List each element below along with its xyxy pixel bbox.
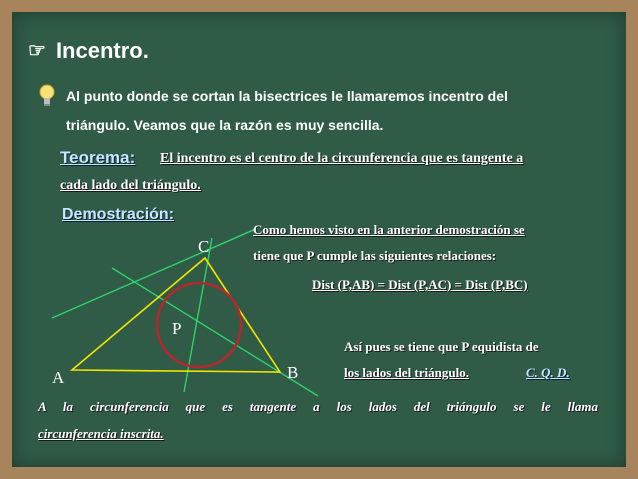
bisector-from-a: [52, 228, 258, 318]
vertex-c-label: C: [198, 237, 210, 256]
conclusion-line-2: circunferencia inscrita.: [38, 426, 164, 441]
incenter-p-label: P: [172, 319, 182, 338]
teorema-line-1: El incentro es el centro de la circunferencia que es tangente a: [160, 151, 524, 166]
como-line-2: tiene que P cumple las siguientes relaciones:: [253, 248, 497, 263]
distance-relation: Dist (P,AB) = Dist (P,AC) = Dist (P,BC): [312, 277, 528, 292]
cqd-mark: C. Q. D.: [526, 365, 570, 380]
triangle: [72, 258, 280, 372]
asi-line-1: Así pues se tiene que P equidista de: [344, 339, 539, 354]
vertex-a-label: A: [52, 368, 65, 387]
intro-line-1: Al punto donde se cortan la bisectrices le llamaremos incentro del: [66, 88, 508, 104]
teorema-label: Teorema:: [60, 148, 136, 167]
como-line-1: Como hemos visto en la anterior demostración se: [253, 222, 525, 237]
title-text: Incentro.: [55, 38, 149, 63]
conclusion-line-1: A la circunferencia que es tangente a los lados del triángulo se le llama: [38, 399, 598, 414]
pointing-hand-icon: ☞: [28, 40, 46, 62]
demostracion-label: Demostración:: [62, 206, 175, 223]
inscribed-circle: [157, 283, 241, 367]
intro-line-2: triángulo. Veamos que la razón es muy sencilla.: [66, 117, 384, 133]
asi-line-2: los lados del triángulo.: [344, 365, 469, 380]
vertex-b-label: B: [287, 363, 299, 382]
teorema-line-2: cada lado del triángulo.: [60, 178, 201, 193]
